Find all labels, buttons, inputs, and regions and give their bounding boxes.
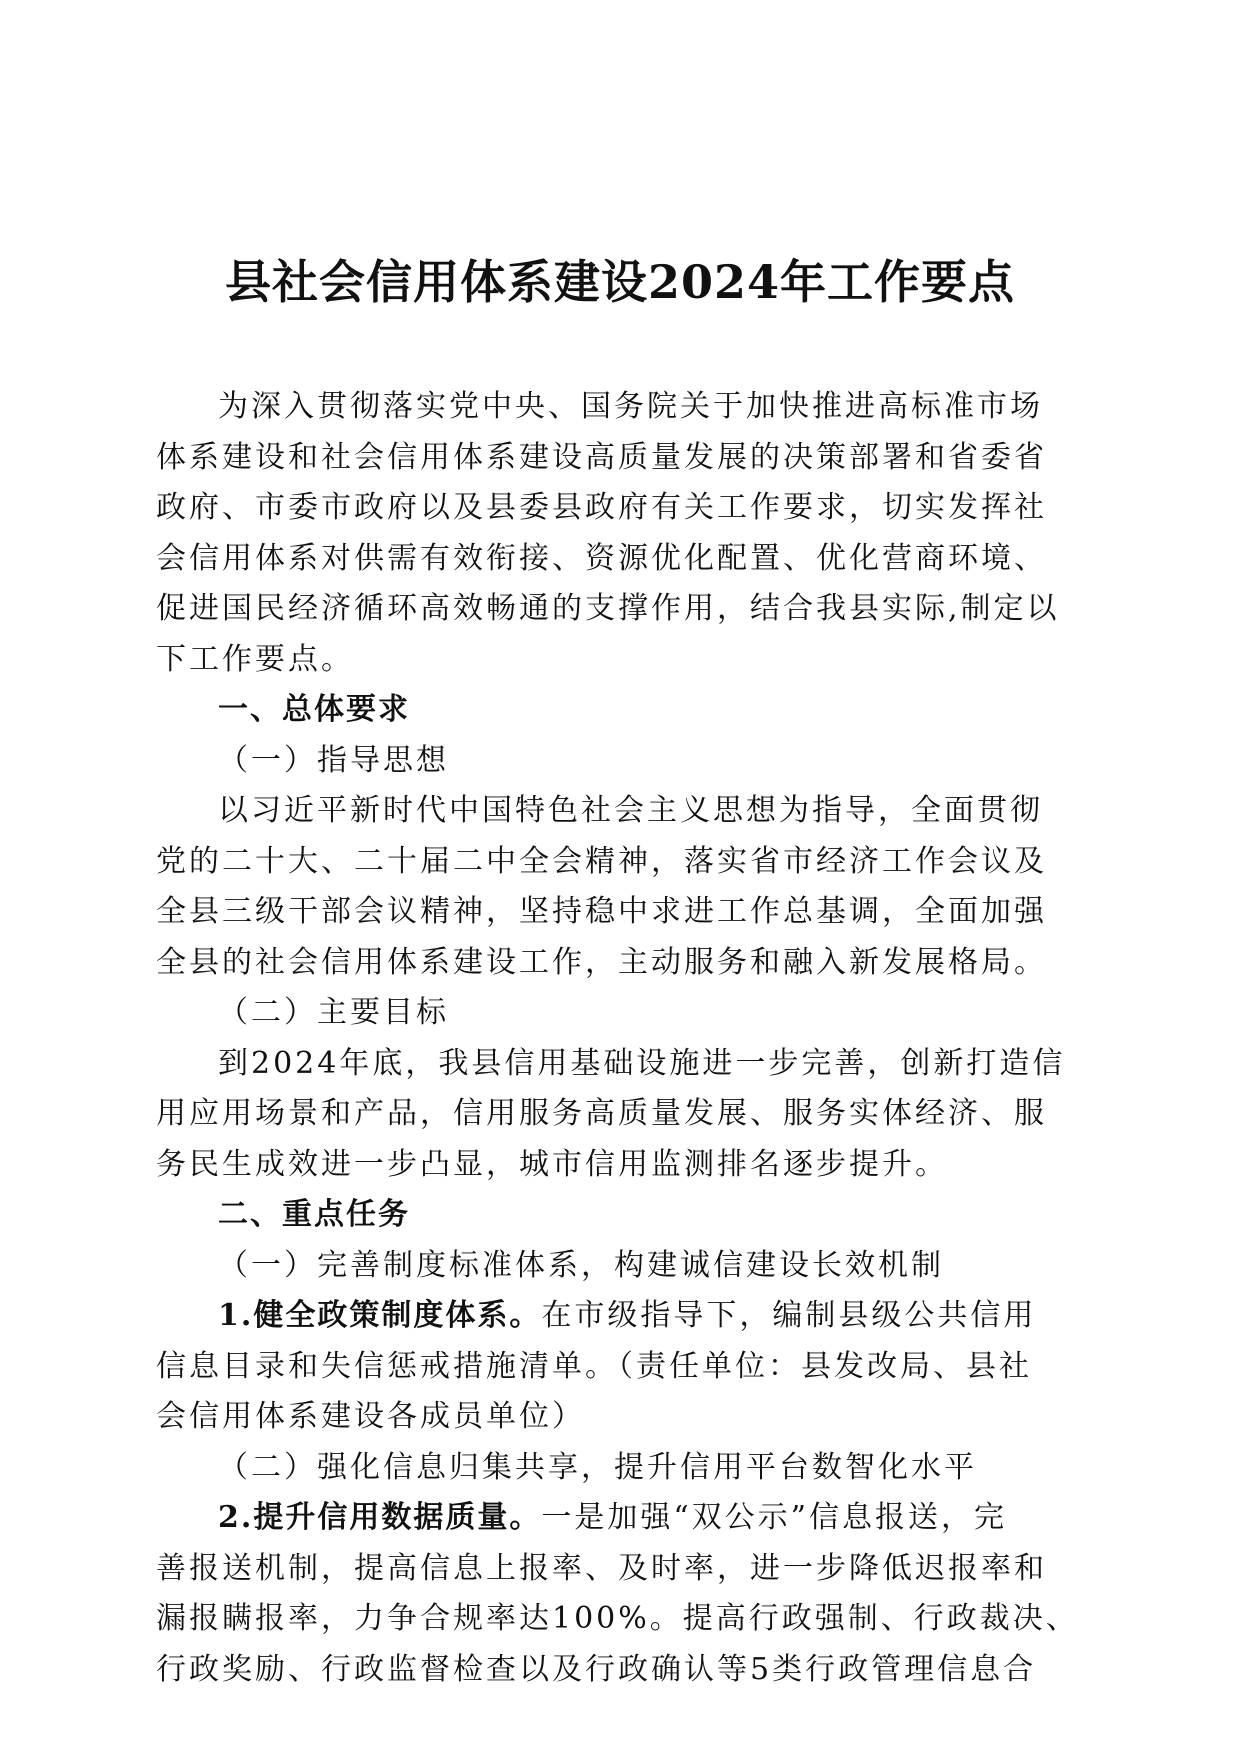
line-text: 会信用体系建设各成员单位） <box>156 1399 585 1434</box>
paragraph-first-line <box>156 1039 1086 1090</box>
line-text: （一）指导思想 <box>218 742 449 778</box>
line-text: 一、总体要求 <box>218 692 410 727</box>
line-text: 漏报瞒报率，力争合规率达100%。提高行政强制、行政裁决、 <box>156 1601 1079 1636</box>
line-text: 体系建设和社会信用体系建设高质量发展的决策部署和省委省 <box>156 439 1047 475</box>
line-text: 善报送机制，提高信息上报率、及时率，进一步降低迟报率和 <box>156 1550 1047 1586</box>
paragraph-line <box>156 887 1086 938</box>
line-text: 全县的社会信用体系建设工作，主动服务和融入新发展格局。 <box>156 944 1047 980</box>
paragraph-line <box>156 534 1086 585</box>
item-lead-text: 1.健全政策制度体系。 <box>218 1298 542 1333</box>
line-text: 用应用场景和产品，信用服务高质量发展、服务实体经济、服 <box>156 1096 1047 1131</box>
line-text: 到2024年底，我县信用基础设施进一步完善，创新打造信 <box>218 1045 1066 1081</box>
paragraph-line <box>156 483 1086 534</box>
paragraph-first-line <box>156 382 1086 433</box>
line-text: 下工作要点。 <box>156 641 354 677</box>
paragraph-line <box>156 584 1086 635</box>
line-text: 在市级指导下，编制县级公共信用 <box>541 1298 1037 1333</box>
line-text: （二）强化信息归集共享，提升信用平台数智化水平 <box>218 1449 977 1485</box>
paragraph-line <box>156 635 1086 686</box>
paragraph-line <box>156 1140 1086 1191</box>
paragraph-first-line <box>156 1493 1086 1544</box>
line-text: （一）完善制度标准体系，构建诚信建设长效机制 <box>218 1247 944 1283</box>
section-heading <box>156 1190 1086 1241</box>
line-text: 一是加强“双公示”信息报送，完 <box>541 1500 1008 1535</box>
paragraph-line <box>156 1089 1086 1140</box>
line-text: 全县三级干部会议精神，坚持稳中求进工作总基调，全面加强 <box>156 894 1047 929</box>
paragraph-line <box>156 938 1086 989</box>
line-text: 信息目录和失信惩戒措施清单。（责任单位：县发改局、县社 <box>156 1348 1032 1384</box>
paragraph-first-line <box>156 1291 1086 1342</box>
line-text: 行政奖励、行政监督检查以及行政确认等5类行政管理信息合 <box>156 1651 1037 1687</box>
paragraph-first-line <box>156 786 1086 837</box>
line-text: 以习近平新时代中国特色社会主义思想为指导，全面贯彻 <box>218 793 1043 828</box>
line-text: 政府、市委市政府以及县委县政府有关工作要求，切实发挥社 <box>156 490 1047 525</box>
subsection-heading <box>156 1241 1086 1292</box>
line-text: （二）主要目标 <box>218 995 449 1030</box>
paragraph-line <box>156 433 1086 484</box>
subsection-heading <box>156 736 1086 787</box>
paragraph-line <box>156 1544 1086 1595</box>
line-text: 党的二十大、二十届二中全会精神，落实省市经济工作会议及 <box>156 843 1047 879</box>
document-title: 县社会信用体系建设2024年工作要点 <box>224 255 1016 309</box>
line-text: 务民生成效进一步凸显，城市信用监测排名逐步提升。 <box>156 1146 948 1182</box>
item-lead-text: 2.提升信用数据质量。 <box>218 1500 542 1535</box>
line-text: 促进国民经济循环高效畅通的支撑作用，结合我县实际,制定以 <box>156 591 1060 626</box>
document-body <box>156 382 1086 1695</box>
subsection-heading <box>156 1443 1086 1494</box>
paragraph-line <box>156 1342 1086 1393</box>
line-text: 为深入贯彻落实党中央、国务院关于加快推进高标准市场 <box>218 389 1043 424</box>
paragraph-line <box>156 837 1086 888</box>
paragraph-line <box>156 1594 1086 1645</box>
line-text: 二、重点任务 <box>218 1197 410 1232</box>
line-text: 会信用体系对供需有效衔接、资源优化配置、优化营商环境、 <box>156 540 1047 576</box>
subsection-heading <box>156 988 1086 1039</box>
paragraph-line <box>156 1645 1086 1696</box>
section-heading <box>156 685 1086 736</box>
paragraph-line <box>156 1392 1086 1443</box>
